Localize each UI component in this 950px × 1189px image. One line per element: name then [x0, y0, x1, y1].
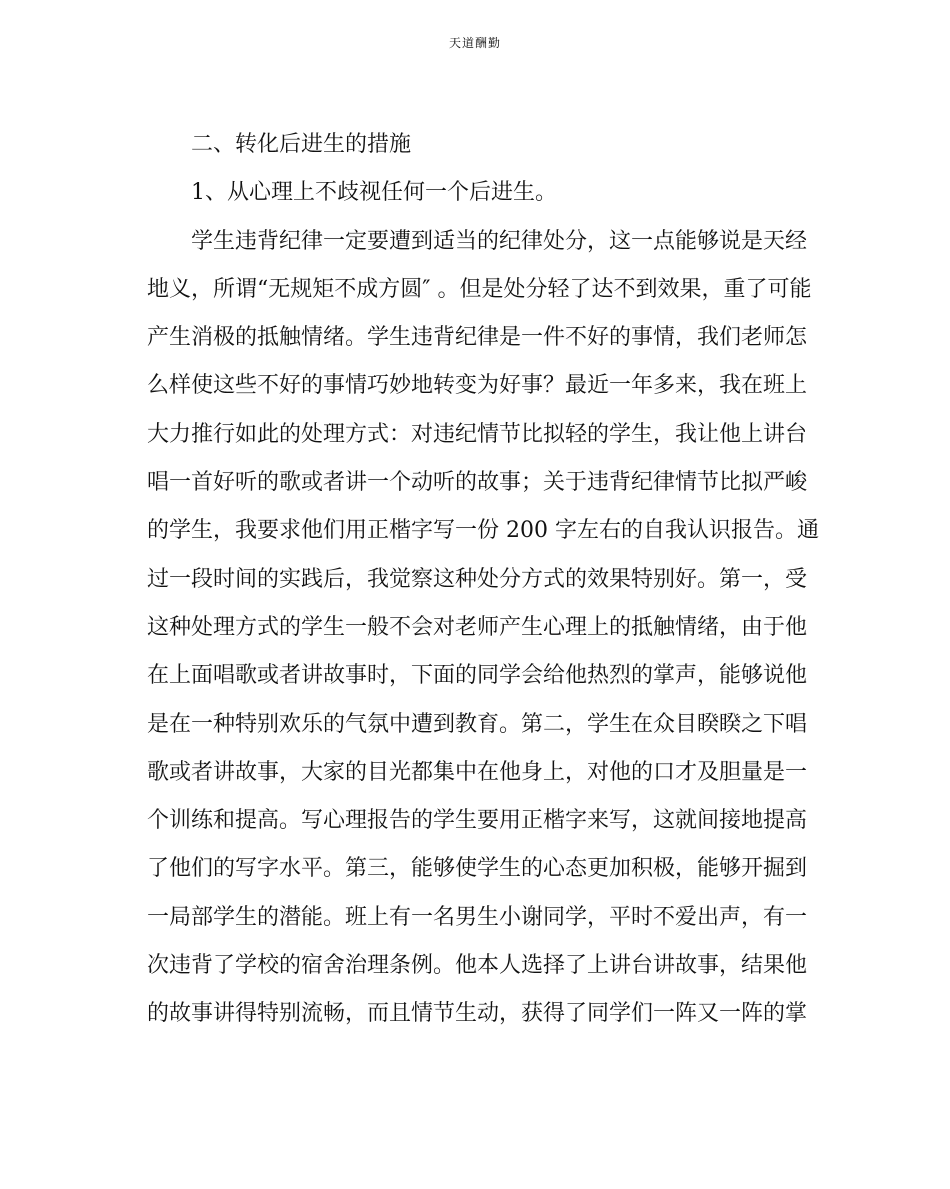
section-heading: 二、转化后进生的措施 — [191, 132, 412, 157]
paragraph-line: 的故事讲得特别流畅，而且情节生动，获得了同学们一阵又一阵的掌 — [147, 1001, 808, 1027]
paragraph-line: 地义，所谓“无规矩不成方圆″ 。但是处分轻了达不到效果，重了可能 — [147, 276, 812, 302]
paragraph-line: 的学生，我要求他们用正楷字写一份 200 字左右的自我认识报告。通 — [147, 518, 819, 544]
paragraph-line: 大力推行如此的处理方式：对违纪情节比拟轻的学生，我让他上讲台 — [147, 421, 808, 447]
paragraph-line: 这种处理方式的学生一般不会对老师产生心理上的抵触情绪，由于他 — [147, 614, 808, 640]
paragraph-line: 么样使这些不好的事情巧妙地转变为好事？最近一年多来，我在班上 — [147, 373, 808, 399]
paragraph-line: 是在一种特别欢乐的气氛中遭到教育。第二，学生在众目睽睽之下唱 — [147, 711, 808, 737]
paragraph-line: 过一段时间的实践后，我觉察这种处分方式的效果特别好。第一，受 — [147, 566, 808, 592]
paragraph-line: 一局部学生的潜能。班上有一名男生小谢同学，平时不爱出声，有一 — [147, 904, 808, 930]
paragraph-line: 在上面唱歌或者讲故事时，下面的同学会给他热烈的掌声，能够说他 — [147, 663, 808, 689]
paragraph-line: 产生消极的抵触情绪。学生违背纪律是一件不好的事情，我们老师怎 — [147, 325, 808, 351]
paragraph-line: 学生违背纪律一定要遭到适当的纪律处分，这一点能够说是天经 — [191, 228, 808, 254]
paragraph-line: 唱一首好听的歌或者讲一个动听的故事；关于违背纪律情节比拟严峻 — [147, 470, 808, 496]
paragraph-line: 个训练和提高。写心理报告的学生要用正楷字来写，这就间接地提高 — [147, 808, 808, 834]
document-body — [147, 126, 819, 1044]
paragraph-line: 歌或者讲故事，大家的目光都集中在他身上，对他的口才及胆量是一 — [147, 759, 808, 785]
section-subheading: 1、从心理上不歧视任何一个后进生。 — [191, 180, 557, 206]
page-header: 天道酬勤 — [448, 36, 501, 50]
paragraph-line: 次违背了学校的宿舍治理条例。他本人选择了上讲台讲故事，结果他 — [147, 953, 808, 979]
paragraph-line: 了他们的写字水平。第三，能够使学生的心态更加积极，能够开掘到 — [147, 856, 808, 882]
